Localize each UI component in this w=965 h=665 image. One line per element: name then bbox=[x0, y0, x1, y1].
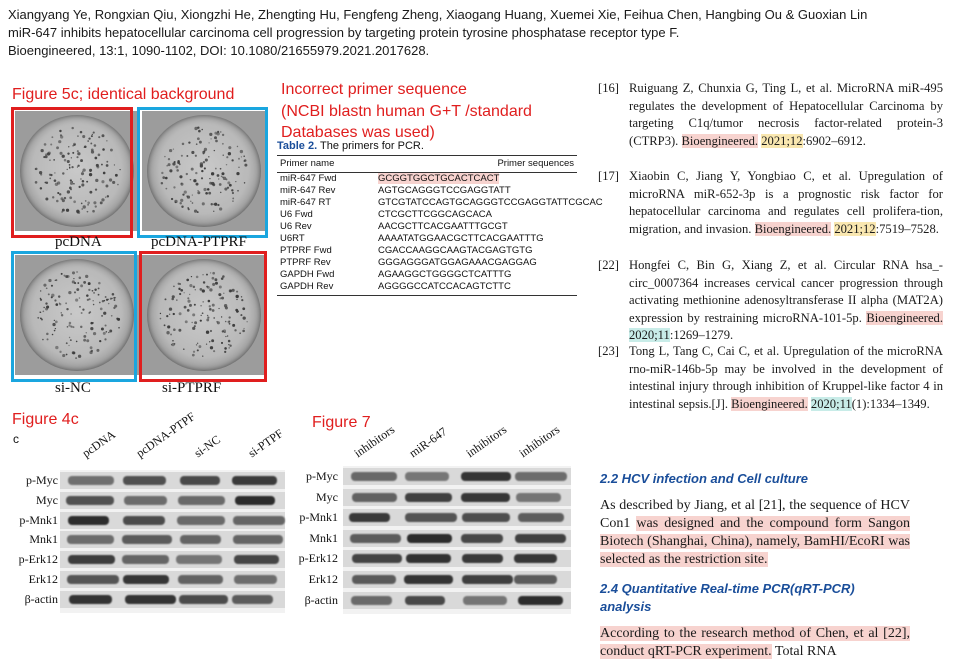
red-highlight-box bbox=[11, 107, 133, 238]
blot-row bbox=[60, 551, 285, 568]
table-row bbox=[277, 233, 577, 245]
blot-row bbox=[343, 530, 571, 547]
primer-name-cell: miR-647 Fwd bbox=[280, 173, 337, 184]
primer-sequence-cell bbox=[375, 257, 577, 269]
protein-band bbox=[461, 472, 510, 481]
protein-band bbox=[235, 496, 276, 505]
reference-item bbox=[598, 343, 943, 413]
dish-label-si-nc: si-NC bbox=[55, 380, 91, 396]
blue-highlight-box bbox=[137, 107, 268, 238]
table-row bbox=[277, 245, 577, 257]
reference-year: 2020;11 bbox=[629, 328, 670, 342]
reference-text: Ruiguang Z, Chunxia G, Ting L, et al. MicroRNA miR-495 regulates the development of Hepatocellular Carcinoma by targeting C1q/tumor necrosis factor-related protein-3 (CTRP3). bbox=[629, 81, 943, 148]
protein-band bbox=[180, 476, 221, 485]
blot-row-label: p-Myc bbox=[26, 473, 58, 487]
table-row bbox=[277, 209, 577, 221]
blot-row-label: Erk12 bbox=[308, 572, 338, 586]
primer-sequence: AGGGGCCATCCACAGTCTTC bbox=[378, 281, 511, 292]
reference-pages: :6902–6912. bbox=[802, 133, 866, 148]
blot-row-label: p-Erk12 bbox=[18, 552, 58, 567]
primer-note-line-3: Databases was used) bbox=[281, 124, 435, 141]
blot-row bbox=[343, 489, 571, 506]
column-header-sequence: Primer sequences bbox=[375, 156, 577, 173]
blot-row-label: Myc bbox=[316, 489, 338, 504]
table-row bbox=[277, 197, 577, 209]
protein-band bbox=[123, 575, 169, 584]
blot-row-label: p-Erk12 bbox=[298, 551, 338, 566]
lane-label: miR-647 bbox=[406, 424, 450, 461]
primer-name-cell: miR-647 RT bbox=[280, 197, 332, 208]
primer-name-cell: miR-647 Rev bbox=[280, 185, 336, 196]
lane-label: si-PTPF bbox=[245, 426, 286, 461]
dish-label-pcdna: pcDNA bbox=[55, 234, 102, 250]
protein-band bbox=[515, 534, 566, 543]
primer-sequence: GGGAGGGATGGAGAAACGAGGAG bbox=[378, 257, 537, 268]
paragraph-hcv bbox=[600, 497, 910, 569]
table-row bbox=[277, 173, 577, 186]
reference-pages: :1269–1279. bbox=[669, 328, 734, 342]
protein-band bbox=[349, 513, 389, 522]
blot-row-label: Myc bbox=[36, 492, 58, 507]
primer-name-cell: U6 Rev bbox=[280, 221, 312, 232]
protein-band bbox=[352, 493, 397, 502]
figure5c-annotation: Figure 5c; identical background bbox=[12, 86, 235, 103]
protein-band bbox=[461, 493, 510, 502]
protein-band bbox=[518, 513, 564, 522]
protein-band bbox=[405, 513, 457, 522]
protein-band bbox=[122, 535, 171, 544]
reference-text: Xiaobin C, Jiang Y, Yongbiao C, et al. Upregulation of microRNA miR-652-3p is a prognostic risk factor for hepatocellular carcinoma and regulates cell prolifera-tion, migration, and invasion. bbox=[629, 169, 943, 236]
reference-journal: Bioengineered. bbox=[731, 396, 808, 411]
reference-journal: Bioengineered. bbox=[754, 221, 832, 236]
reference-number: [17] bbox=[598, 169, 619, 183]
blot-row bbox=[60, 492, 285, 509]
paragraph-hcv-text: As described by Jiang, et al [21], the sequence of HCV Con1 bbox=[600, 498, 910, 531]
protein-band bbox=[233, 535, 284, 544]
protein-band bbox=[69, 595, 112, 604]
primer-name-cell: PTPRF Fwd bbox=[280, 245, 332, 256]
protein-band bbox=[68, 476, 114, 485]
paper-title: miR-647 inhibits hepatocellular carcinoma cell progression by targeting protein tyrosine phosphatase receptor type F. bbox=[8, 25, 680, 40]
primer-sequence: CGACCAAGGCAAGTACGAGTGTG bbox=[378, 245, 533, 256]
figure7-annotation: Figure 7 bbox=[312, 414, 371, 431]
section-heading-hcv: 2.2 HCV infection and Cell culture bbox=[600, 471, 809, 486]
panel-letter: c bbox=[13, 432, 19, 446]
primer-sequence: GTCGTATCCAGTGCAGGGTCCGAGGTATTCGCAC bbox=[378, 197, 603, 208]
paragraph-qpcr-text: Total RNA bbox=[771, 644, 837, 659]
primer-sequence-cell bbox=[375, 185, 577, 197]
primer-name-cell: GAPDH Rev bbox=[277, 281, 375, 296]
red-highlight-box bbox=[139, 251, 267, 382]
primer-table bbox=[277, 155, 603, 296]
protein-band bbox=[350, 534, 401, 543]
blue-highlight-box bbox=[11, 251, 137, 382]
protein-band bbox=[67, 575, 118, 584]
primer-name-cell: GAPDH Fwd bbox=[280, 269, 335, 280]
primer-sequence: CTCGCTTCGGCAGCACA bbox=[378, 209, 492, 220]
section-heading-qpcr: 2.4 Quantitative Real-time PCR(qRT-PCR) analysis bbox=[600, 581, 855, 614]
table-row bbox=[277, 281, 577, 296]
blot-row bbox=[343, 550, 571, 567]
protein-band bbox=[406, 554, 451, 563]
reference-pages: :7519–7528. bbox=[875, 221, 939, 236]
lane-label: si-NC bbox=[191, 432, 223, 461]
protein-band bbox=[180, 535, 221, 544]
primer-sequence-cell bbox=[375, 173, 577, 186]
primer-sequence-cell bbox=[375, 281, 577, 296]
protein-band bbox=[232, 476, 277, 485]
table-row bbox=[277, 221, 577, 233]
protein-band bbox=[176, 555, 221, 564]
blot-row bbox=[60, 472, 285, 489]
table-row bbox=[277, 257, 577, 269]
protein-band bbox=[123, 476, 166, 485]
blot-row-label: β-actin bbox=[304, 592, 338, 607]
reference-item bbox=[598, 168, 943, 238]
protein-band bbox=[68, 555, 115, 564]
primer-sequence: AGAAGGCTGGGGCTCATTTG bbox=[378, 269, 512, 280]
primer-name-cell: U6RT bbox=[280, 233, 305, 244]
protein-band bbox=[352, 554, 402, 563]
reference-number: [22] bbox=[598, 258, 619, 272]
protein-band bbox=[234, 575, 277, 584]
blot-panel-4c bbox=[60, 470, 285, 613]
protein-band bbox=[122, 555, 170, 564]
blot-row-label: Erk12 bbox=[28, 572, 58, 586]
protein-band bbox=[67, 535, 114, 544]
protein-band bbox=[177, 516, 225, 525]
blot-row-label: p-Mnk1 bbox=[19, 512, 58, 527]
protein-band bbox=[462, 513, 510, 522]
table-row bbox=[277, 185, 577, 197]
reference-year: 2020;11 bbox=[810, 396, 852, 411]
blot-row bbox=[60, 512, 285, 529]
blot-row-label: p-Mnk1 bbox=[299, 510, 338, 525]
primer-sequence-cell bbox=[375, 209, 577, 221]
protein-band bbox=[405, 596, 445, 605]
lane-label: pcDNA-PTPF bbox=[133, 409, 198, 461]
protein-band bbox=[124, 496, 167, 505]
primer-sequence: AAAATATGGAACGCTTCACGAATTTG bbox=[378, 233, 544, 244]
lane-label: pcDNA bbox=[79, 427, 119, 461]
protein-band bbox=[351, 472, 396, 481]
protein-band bbox=[461, 534, 504, 543]
protein-band bbox=[405, 472, 450, 481]
protein-band bbox=[462, 554, 503, 563]
blot-row-label: Mnk1 bbox=[29, 532, 58, 547]
primer-sequence-cell bbox=[375, 197, 603, 209]
figure4c-annotation: Figure 4c bbox=[12, 411, 79, 428]
protein-band bbox=[232, 595, 272, 604]
blot-panel-7 bbox=[343, 466, 571, 614]
primer-sequence: GCGGTGGCTGCACTCACT bbox=[378, 173, 500, 184]
lane-label: inhibitors bbox=[516, 422, 563, 461]
protein-band bbox=[123, 516, 165, 525]
protein-band bbox=[516, 493, 561, 502]
lane-label: inhibitors bbox=[463, 422, 510, 461]
primer-sequence-cell bbox=[375, 233, 577, 245]
reference-year: 2021;12 bbox=[834, 221, 876, 236]
reference-journal: Bioengineered. bbox=[866, 310, 943, 325]
primer-name-cell: U6 Fwd bbox=[280, 209, 313, 220]
protein-band bbox=[514, 575, 557, 584]
protein-band bbox=[405, 493, 452, 502]
protein-band bbox=[233, 516, 285, 525]
paragraph-qpcr bbox=[600, 625, 910, 661]
table-caption-text: The primers for PCR. bbox=[317, 140, 424, 152]
protein-band bbox=[179, 595, 228, 604]
citation-header bbox=[8, 6, 963, 60]
reference-item bbox=[598, 80, 943, 150]
authors-line: Xiangyang Ye, Rongxian Qiu, Xiongzhi He, Zhengting Hu, Fengfeng Zheng, Xiaogang Huang, Xuemei Xie, Feihua Chen, Hangbing Ou & Guoxian Lin bbox=[8, 7, 868, 22]
protein-band bbox=[463, 596, 507, 605]
protein-band bbox=[66, 496, 114, 505]
blot-row bbox=[343, 509, 571, 526]
blot-row-label: Mnk1 bbox=[309, 530, 338, 545]
paragraph-qpcr-highlight: According to the research method of Chen, et al [22], conduct qRT-PCR experiment. bbox=[600, 626, 910, 659]
reference-year: 2021;12 bbox=[761, 133, 803, 148]
reference-text: Tong L, Tang C, Cai C, et al. Upregulation of the microRNA rno-miR-146b-5p may be involved in the development of intestinal injury through inhibition of Kruppel-like factor 4 in intestinal sepsis.[J]. bbox=[629, 344, 943, 411]
dish-label-pcdna-ptprf: pcDNA-PTPRF bbox=[151, 234, 247, 250]
protein-band bbox=[178, 575, 223, 584]
blot-row bbox=[60, 571, 285, 588]
reference-journal: Bioengineered. bbox=[681, 133, 759, 148]
reference-number: [16] bbox=[598, 81, 619, 95]
blot-row bbox=[343, 571, 571, 588]
protein-band bbox=[68, 516, 109, 525]
primer-sequence-cell bbox=[375, 269, 577, 281]
primer-name-cell: PTPRF Rev bbox=[280, 257, 331, 268]
protein-band bbox=[234, 555, 279, 564]
reference-number: [23] bbox=[598, 344, 619, 358]
primer-sequence-cell bbox=[375, 245, 577, 257]
column-header-name: Primer name bbox=[277, 156, 375, 173]
blot-row-label: p-Myc bbox=[306, 469, 338, 483]
blot-row bbox=[60, 531, 285, 548]
citation-line: Bioengineered, 13:1, 1090-1102, DOI: 10.1080/21655979.2021.2017628. bbox=[8, 43, 430, 58]
blot-row bbox=[60, 591, 285, 608]
primer-note-line-1: Incorrect primer sequence bbox=[281, 81, 467, 98]
blot-row bbox=[343, 592, 571, 609]
primer-sequence: AACGCTTCACGAATTTGCGT bbox=[378, 221, 508, 232]
reference-text: Hongfei C, Bin G, Xiang Z, et al. Circular RNA hsa_-circ_0007364 increases cervical cancer progression through activating methionine adenosyltransferase II alpha (MAT2A) expression by restraining microRNA-101-5p. bbox=[629, 258, 943, 325]
table-caption-prefix: Table 2. bbox=[277, 140, 318, 152]
protein-band bbox=[518, 596, 564, 605]
primer-sequence-cell bbox=[375, 221, 577, 233]
protein-band bbox=[178, 496, 225, 505]
protein-band bbox=[515, 472, 567, 481]
primer-note-line-2: (NCBI blastn human G+T /standard bbox=[281, 103, 532, 120]
blot-row-label: β-actin bbox=[24, 591, 58, 606]
protein-band bbox=[352, 575, 396, 584]
protein-band bbox=[351, 596, 392, 605]
protein-band bbox=[404, 575, 453, 584]
table-caption bbox=[277, 140, 424, 152]
protein-band bbox=[407, 534, 452, 543]
blot-row bbox=[343, 468, 571, 485]
reference-item bbox=[598, 257, 943, 345]
protein-band bbox=[125, 595, 177, 604]
dish-label-si-ptprf: si-PTPRF bbox=[162, 380, 222, 396]
lane-label: inhibitors bbox=[351, 422, 398, 461]
paragraph-hcv-highlight: was designed and the compound form Sangon Biotech (Shanghai, China), namely, BamHI/EcoRI was selected as the restriction site. bbox=[600, 516, 910, 567]
protein-band bbox=[514, 554, 557, 563]
primer-sequence: AGTGCAGGGTCCGAGGTATT bbox=[378, 185, 511, 196]
reference-pages: (1):1334–1349. bbox=[851, 396, 930, 411]
table-row bbox=[277, 269, 577, 281]
protein-band bbox=[462, 575, 513, 584]
